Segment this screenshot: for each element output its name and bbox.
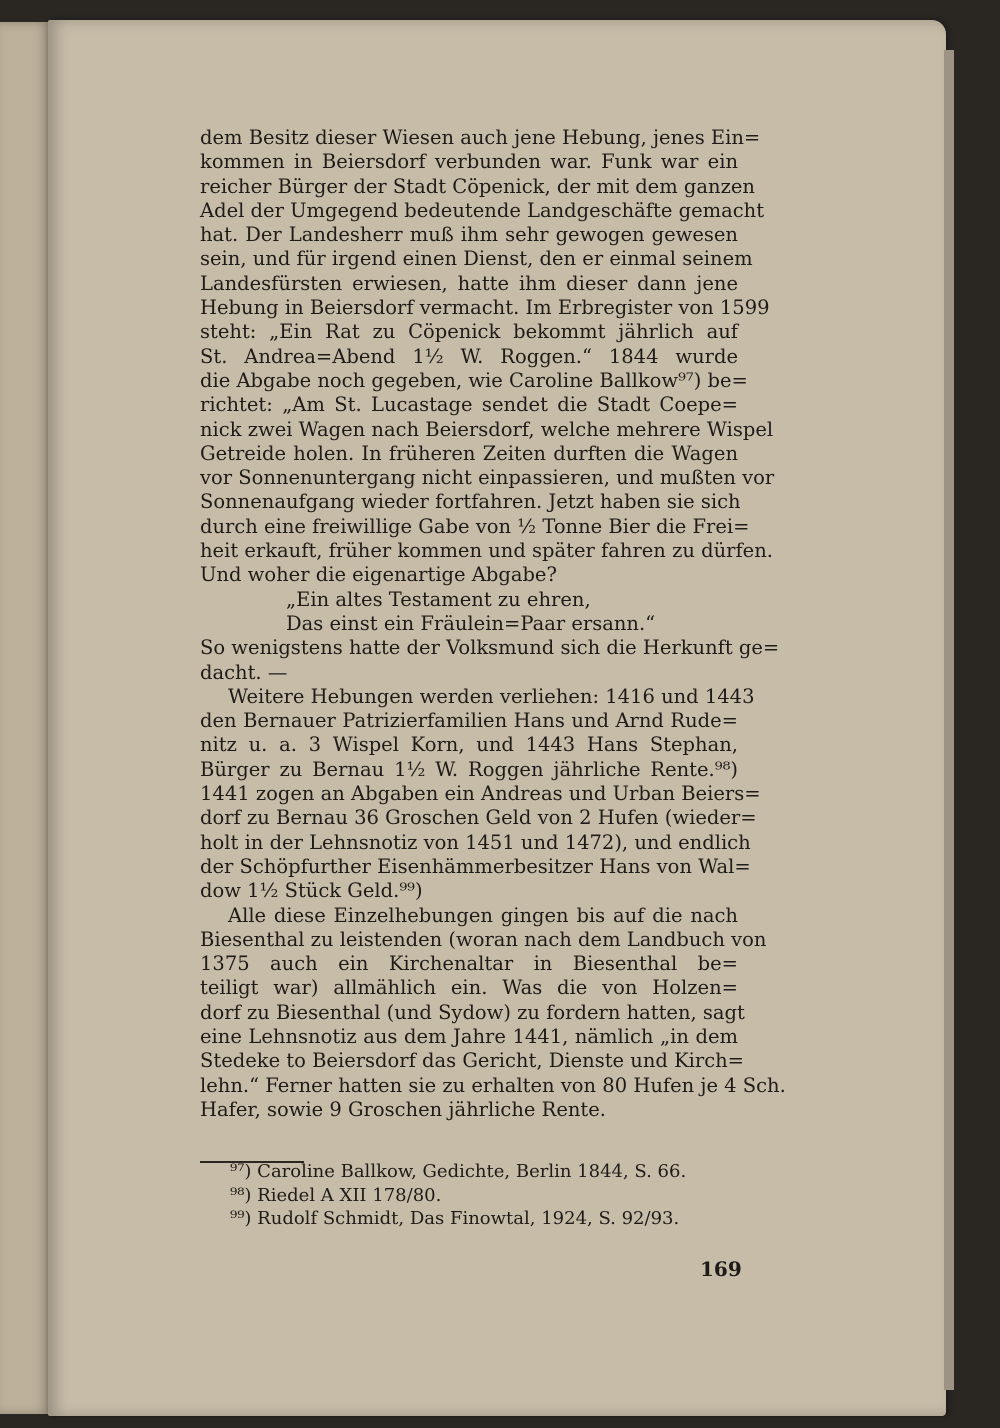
facing-page-edge: [0, 22, 52, 1414]
text-line: reicher Bürger der Stadt Cöpenick, der mit dem ganzen: [200, 174, 755, 198]
text-line: Bürger zu Bernau 1½ W. Roggen jährliche Rente.⁹⁸): [200, 757, 738, 781]
text-line: lehn.“ Ferner hatten sie zu erhalten von 80 Hufen je 4 Sch.: [200, 1073, 786, 1097]
text-line: Alle diese Einzelhebungen gingen bis auf die nach: [228, 903, 738, 927]
paragraph-1-tail: [200, 636, 780, 685]
text-line: richtet: „Am St. Lucastage sendet die Stadt Coepe=: [200, 393, 738, 417]
text-line: Stedeke to Beiersdorf das Gericht, Dienste und Kirch=: [200, 1049, 745, 1073]
text-line: kommen in Beiersdorf verbunden war. Funk war ein: [200, 150, 738, 174]
page-edge-shadow: [944, 50, 954, 1390]
text-line: Adel der Umgegend bedeutende Landgeschäfte gemacht: [200, 198, 765, 222]
text-line: Weitere Hebungen werden verliehen: 1416 und 1443: [228, 684, 755, 708]
text-line: dacht. —: [200, 660, 288, 684]
text-line: sein, und für irgend einen Dienst, den er einmal seinem: [200, 247, 753, 271]
text-line: Biesenthal zu leistenden (woran nach dem Landbuch von: [200, 927, 767, 951]
text-line: Hafer, sowie 9 Groschen jährliche Rente.: [200, 1097, 607, 1121]
text-line: Und woher die eigenartige Abgabe?: [200, 563, 557, 587]
text-line: nick zwei Wagen nach Beiersdorf, welche mehrere Wispel: [200, 417, 774, 441]
text-line: dorf zu Bernau 36 Groschen Geld von 2 Hufen (wieder=: [200, 806, 757, 830]
text-line: hat. Der Landesherr muß ihm sehr gewogen gewesen: [200, 223, 738, 247]
text-line: Sonnenaufgang wieder fortfahren. Jetzt haben sie sich: [200, 490, 741, 514]
text-line: holt in der Lehnsnotiz von 1451 und 1472), und endlich: [200, 830, 751, 854]
text-line: dow 1½ Stück Geld.⁹⁹): [200, 879, 423, 903]
text-line: 1441 zogen an Abgaben ein Andreas und Urban Beiers=: [200, 782, 761, 806]
text-line: teiligt war) allmählich ein. Was die von Holzen=: [200, 976, 738, 1000]
verse-line: Das einst ein Fräulein=Paar ersann.“: [286, 611, 656, 635]
text-line: eine Lehnsnotiz aus dem Jahre 1441, nämlich „in dem: [200, 1024, 738, 1048]
footnotes: [230, 1160, 730, 1231]
text-line: Hebung in Beiersdorf vermacht. Im Erbregister von 1599: [200, 296, 770, 320]
text-line: steht: „Ein Rat zu Cöpenick bekommt jährlich auf: [200, 320, 738, 344]
text-line: durch eine freiwillige Gabe von ½ Tonne Bier die Frei=: [200, 514, 750, 538]
text-line: 1375 auch ein Kirchenaltar in Biesenthal be=: [200, 952, 738, 976]
body-text: [200, 126, 786, 1122]
paragraph-1: [200, 126, 775, 588]
paragraph-3: [200, 903, 786, 1123]
text-line: der Schöpfurther Eisenhämmerbesitzer Hans von Wal=: [200, 854, 751, 878]
text-line: die Abgabe noch gegeben, wie Caroline Ballkow⁹⁷) be=: [200, 368, 748, 392]
text-line: vor Sonnenuntergang nicht einpassieren, und mußten vor: [200, 466, 775, 490]
text-line: heit erkauft, früher kommen und später fahren zu dürfen.: [200, 539, 773, 563]
text-line: So wenigstens hatte der Volksmund sich die Herkunft ge=: [200, 636, 780, 660]
text-line: den Bernauer Patrizierfamilien Hans und Arnd Rude=: [200, 709, 738, 733]
page-number: 169: [700, 1257, 742, 1281]
footnote-99: ⁹⁹) Rudolf Schmidt, Das Finowtal, 1924, S. 92/93.: [230, 1208, 680, 1229]
text-line: Landesfürsten erwiesen, hatte ihm dieser dann jene: [200, 271, 738, 295]
text-line: dem Besitz dieser Wiesen auch jene Hebung, jenes Ein=: [200, 126, 761, 149]
text-line: St. Andrea=Abend 1½ W. Roggen.“ 1844 wurde: [200, 344, 738, 368]
paragraph-2: [200, 684, 761, 904]
text-line: nitz u. a. 3 Wispel Korn, und 1443 Hans Stephan,: [200, 733, 738, 757]
verse-line: „Ein altes Testament zu ehren,: [286, 587, 591, 611]
footnote-98: ⁹⁸) Riedel A XII 178/80.: [230, 1184, 442, 1206]
text-line: dorf zu Biesenthal (und Sydow) zu fordern hatten, sagt: [200, 1000, 745, 1024]
verse-quote: [200, 588, 738, 637]
text-line: Getreide holen. In früheren Zeiten durften die Wagen: [200, 441, 738, 465]
footnote-97: ⁹⁷) Caroline Ballkow, Gedichte, Berlin 1844, S. 66.: [230, 1161, 687, 1182]
